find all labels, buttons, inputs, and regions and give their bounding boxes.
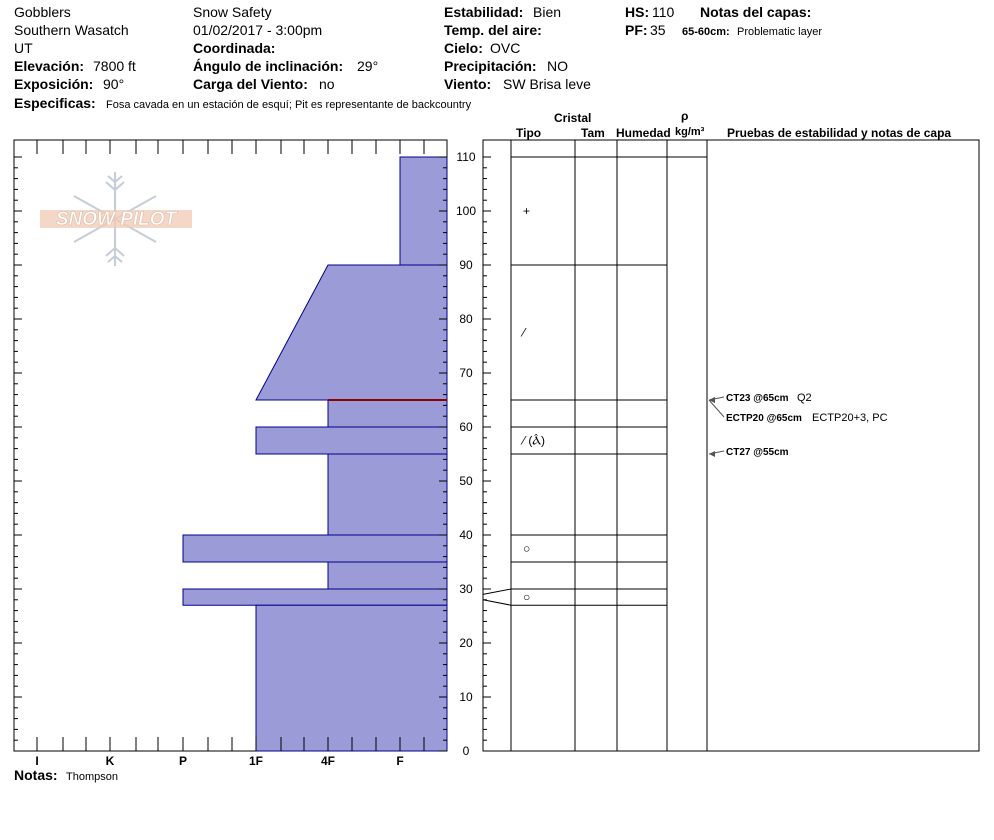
precip-value: NO <box>547 58 568 74</box>
stability-test-result: Q2 <box>797 392 812 404</box>
wind-label: Viento: <box>444 76 492 92</box>
depth-label: 40 <box>459 528 473 542</box>
state: UT <box>14 40 33 56</box>
elevation-value: 7800 ft <box>93 58 136 74</box>
stability-test-arrowhead <box>709 451 715 457</box>
column-cristal: Cristal <box>554 111 592 125</box>
crystal-type-symbol: + <box>523 204 531 218</box>
depth-label: 80 <box>459 312 473 326</box>
stability-test-arrow <box>709 400 724 417</box>
hardness-layer-bar <box>256 427 447 454</box>
depth-label: 110 <box>456 150 476 164</box>
hardness-label: 4F <box>320 754 336 768</box>
datetime: 01/02/2017 - 3:00pm <box>193 22 323 38</box>
hardness-layer-bar <box>183 535 447 562</box>
stability-value: Bien <box>533 4 562 20</box>
hardness-layer-bar <box>328 400 447 427</box>
stability-label: Estabilidad: <box>444 4 524 20</box>
depth-label: 30 <box>459 582 473 596</box>
wind-load-label: Carga del Viento: <box>193 76 308 92</box>
hardness-layer-bar <box>328 562 447 589</box>
logo-text: SNOW PILOT <box>55 209 177 230</box>
column-tipo: Tipo <box>516 126 542 140</box>
column-rho: ρ <box>681 109 689 123</box>
layer-note-depth: 65-60cm: <box>682 26 730 38</box>
stability-test-code: CT23 @65cm <box>726 393 789 404</box>
range: Southern Wasatch <box>14 22 129 38</box>
hardness-label: P <box>178 754 188 768</box>
depth-label: 90 <box>459 258 473 272</box>
depth-label: 100 <box>455 204 477 218</box>
layer-note-text: Problematic layer <box>737 26 822 38</box>
aspect-label: Exposición: <box>14 76 94 92</box>
aspect-value: 90° <box>103 76 125 92</box>
crystal-type-symbol: ⁄ <box>523 325 526 340</box>
wind-value: SW Brisa leve <box>503 76 591 92</box>
hardness-layer-bar <box>183 589 447 605</box>
hardness-layer-bar <box>328 454 447 535</box>
crystal-type-symbol: ○ <box>523 541 531 556</box>
column-tests-header: Pruebas de estabilidad y notas de capa <box>727 126 952 140</box>
notes-value: Thompson <box>66 771 118 783</box>
crystal-type-symbol: ○ <box>523 590 531 605</box>
sky-label: Cielo: <box>444 40 483 56</box>
slope-value: 29° <box>357 58 379 74</box>
location: Gobblers <box>14 4 71 20</box>
hardness-label: K <box>105 754 115 768</box>
wind-load-value: no <box>319 76 335 92</box>
layer-notes-label: Notas del capas: <box>700 4 812 20</box>
hardness-label: 1F <box>248 754 264 768</box>
layer-connector-line <box>483 600 511 605</box>
stability-test-code: CT27 @55cm <box>726 447 789 458</box>
pf-value: 35 <box>650 22 666 38</box>
slope-label: Ángulo de inclinación: <box>193 58 344 74</box>
elevation-label: Elevación: <box>14 58 85 74</box>
hs-value: 110 <box>652 4 675 20</box>
sky-value: OVC <box>490 40 521 56</box>
stability-test-arrowhead <box>709 397 715 403</box>
column-tam: Tam <box>581 126 605 140</box>
specifics-label: Especificas: <box>14 95 96 111</box>
hs-label: HS: <box>625 4 650 20</box>
hardness-label: F <box>396 754 404 768</box>
specifics-value: Fosa cavada en un estación de esquí; Pit es representante de backcountry <box>106 99 472 111</box>
depth-label: 50 <box>459 474 473 488</box>
column-humedad: Humedad <box>616 126 671 140</box>
air-temp-label: Temp. del aire: <box>444 22 542 38</box>
tests-panel-frame <box>707 140 979 751</box>
crystal-type-symbol: ⁄ (Ⲁ̂) <box>523 433 545 448</box>
stability-test-result: ECTP20+3, PC <box>812 412 888 424</box>
hardness-label: I <box>35 754 39 768</box>
notes-label: Notas: <box>14 767 58 783</box>
hardness-layer-bar <box>256 265 447 400</box>
layer-connector-line <box>483 589 511 594</box>
depth-label: 0 <box>462 744 470 758</box>
pf-label: PF: <box>625 22 648 38</box>
depth-label: 10 <box>459 690 473 704</box>
snow-pilot-logo <box>40 172 192 266</box>
coordinate-label: Coordinada: <box>193 40 276 56</box>
observer: Snow Safety <box>193 4 272 20</box>
precip-label: Precipitación: <box>444 58 537 74</box>
depth-label: 60 <box>459 420 473 434</box>
column-density-unit: kg/m³ <box>675 126 705 138</box>
hardness-layer-bar <box>256 605 447 751</box>
depth-label: 70 <box>459 366 473 380</box>
depth-label: 20 <box>459 636 473 650</box>
stability-test-code: ECTP20 @65cm <box>726 413 802 424</box>
layer-grid-frame <box>483 140 707 751</box>
